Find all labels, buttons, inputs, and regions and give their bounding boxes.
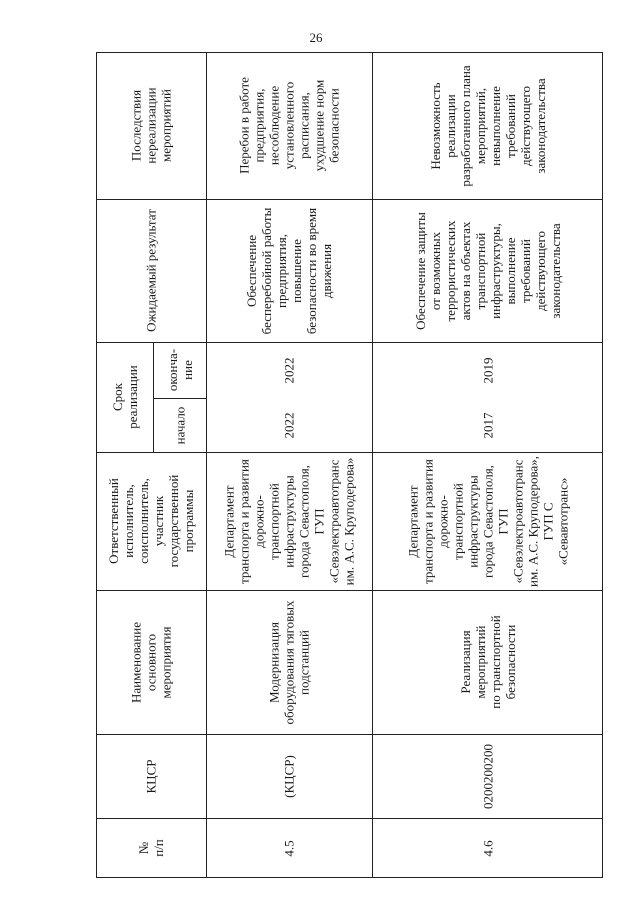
row-4-6-num-cell bbox=[372, 818, 603, 878]
row-4-6-result-cell bbox=[372, 199, 603, 342]
header-name: Наименование основного мероприятия bbox=[128, 621, 174, 703]
row-4-5-kcsr-cell bbox=[206, 734, 372, 818]
row-4-5-consequences-cell bbox=[206, 52, 372, 199]
row-4-6-end-cell bbox=[372, 342, 603, 398]
header-kcsr-cell bbox=[96, 734, 206, 818]
row-4-5-num: 4.5 bbox=[281, 839, 297, 857]
row-4-6-result: Обеспечение защиты от возможных террористических актов на объектах транспортной инфраструктуры, выполнение требований действующего законодательства bbox=[412, 211, 563, 330]
header-consequences: Последствия нереализации мероприятий bbox=[128, 87, 174, 164]
row-4-5-result-cell bbox=[206, 199, 372, 342]
header-result-cell bbox=[96, 199, 206, 342]
header-name-cell bbox=[96, 590, 206, 734]
row-4-5-num-cell bbox=[206, 818, 372, 878]
row-4-5-name: Модернизация оборудования тяговых подстанций bbox=[266, 600, 312, 724]
row-4-6-start-cell bbox=[372, 398, 603, 452]
row-4-6-consequences: Невозможность реализации разработанного плана мероприятий, невыполнение требований действующего законодательства bbox=[427, 64, 548, 187]
row-4-6-end: 2019 bbox=[480, 357, 495, 383]
row-4-6-kcsr-cell bbox=[372, 734, 603, 818]
row-4-6-executor-cell bbox=[372, 452, 603, 590]
row-4-5-consequences: Перебои в работе предприятия, несоблюдение установленного расписания, ухудшение норм безопасности bbox=[236, 77, 342, 174]
header-end: оконча- ние bbox=[165, 348, 195, 392]
row-4-6-name: Реализация мероприятий по транспортной безопасности bbox=[457, 615, 518, 709]
row-4-5-executor: Департамент транспорта и развития дорожно- транспортной инфраструктуры города Севастополя, ГУП «Севэлектроавтотранс им. А.С. Круподерова» bbox=[221, 457, 357, 585]
row-4-5-name-cell bbox=[206, 590, 372, 734]
row-4-6-kcsr: 0200200200 bbox=[480, 743, 495, 809]
header-num: № п/п bbox=[136, 839, 166, 857]
header-consequences-cell bbox=[96, 52, 206, 199]
row-4-5-result: Обеспечение бесперебойной работы предприятия, повышение безопасности во время движения bbox=[244, 207, 334, 334]
row-4-6-consequences-cell bbox=[372, 52, 603, 199]
row-4-5-executor-cell bbox=[206, 452, 372, 590]
row-4-6-start: 2017 bbox=[480, 412, 495, 438]
header-term-cell bbox=[96, 342, 153, 452]
row-4-5-start-cell bbox=[206, 398, 372, 452]
row-4-6-name-cell bbox=[372, 590, 603, 734]
row-4-6-num: 4.6 bbox=[480, 839, 495, 857]
row-4-5-kcsr: (КЦСР) bbox=[281, 754, 297, 798]
header-kcsr: КЦСР bbox=[143, 759, 159, 793]
row-4-6-executor: Департамент транспорта и развития дорожно- транспортной инфраструктуры города Севастополя, ГУП «Севэлектроавтотранс им. А.С. Круподерова», ГУП С «Севавтотранс» bbox=[405, 455, 570, 587]
row-4-5-end: 2022 bbox=[281, 357, 297, 383]
header-start-cell bbox=[153, 398, 207, 452]
header-executor: Ответственный исполнитель, соисполнитель, участник государственной программы bbox=[106, 474, 196, 568]
header-start: начало bbox=[172, 406, 188, 444]
header-end-cell bbox=[153, 342, 207, 398]
header-num-cell bbox=[96, 818, 206, 878]
row-4-5-end-cell bbox=[206, 342, 372, 398]
row-4-5-start: 2022 bbox=[281, 412, 297, 438]
header-term: Срок реализации bbox=[109, 365, 140, 429]
header-executor-cell bbox=[96, 452, 206, 590]
header-result: Ожидаемый результат bbox=[143, 209, 159, 332]
page-number: 26 bbox=[309, 30, 323, 45]
